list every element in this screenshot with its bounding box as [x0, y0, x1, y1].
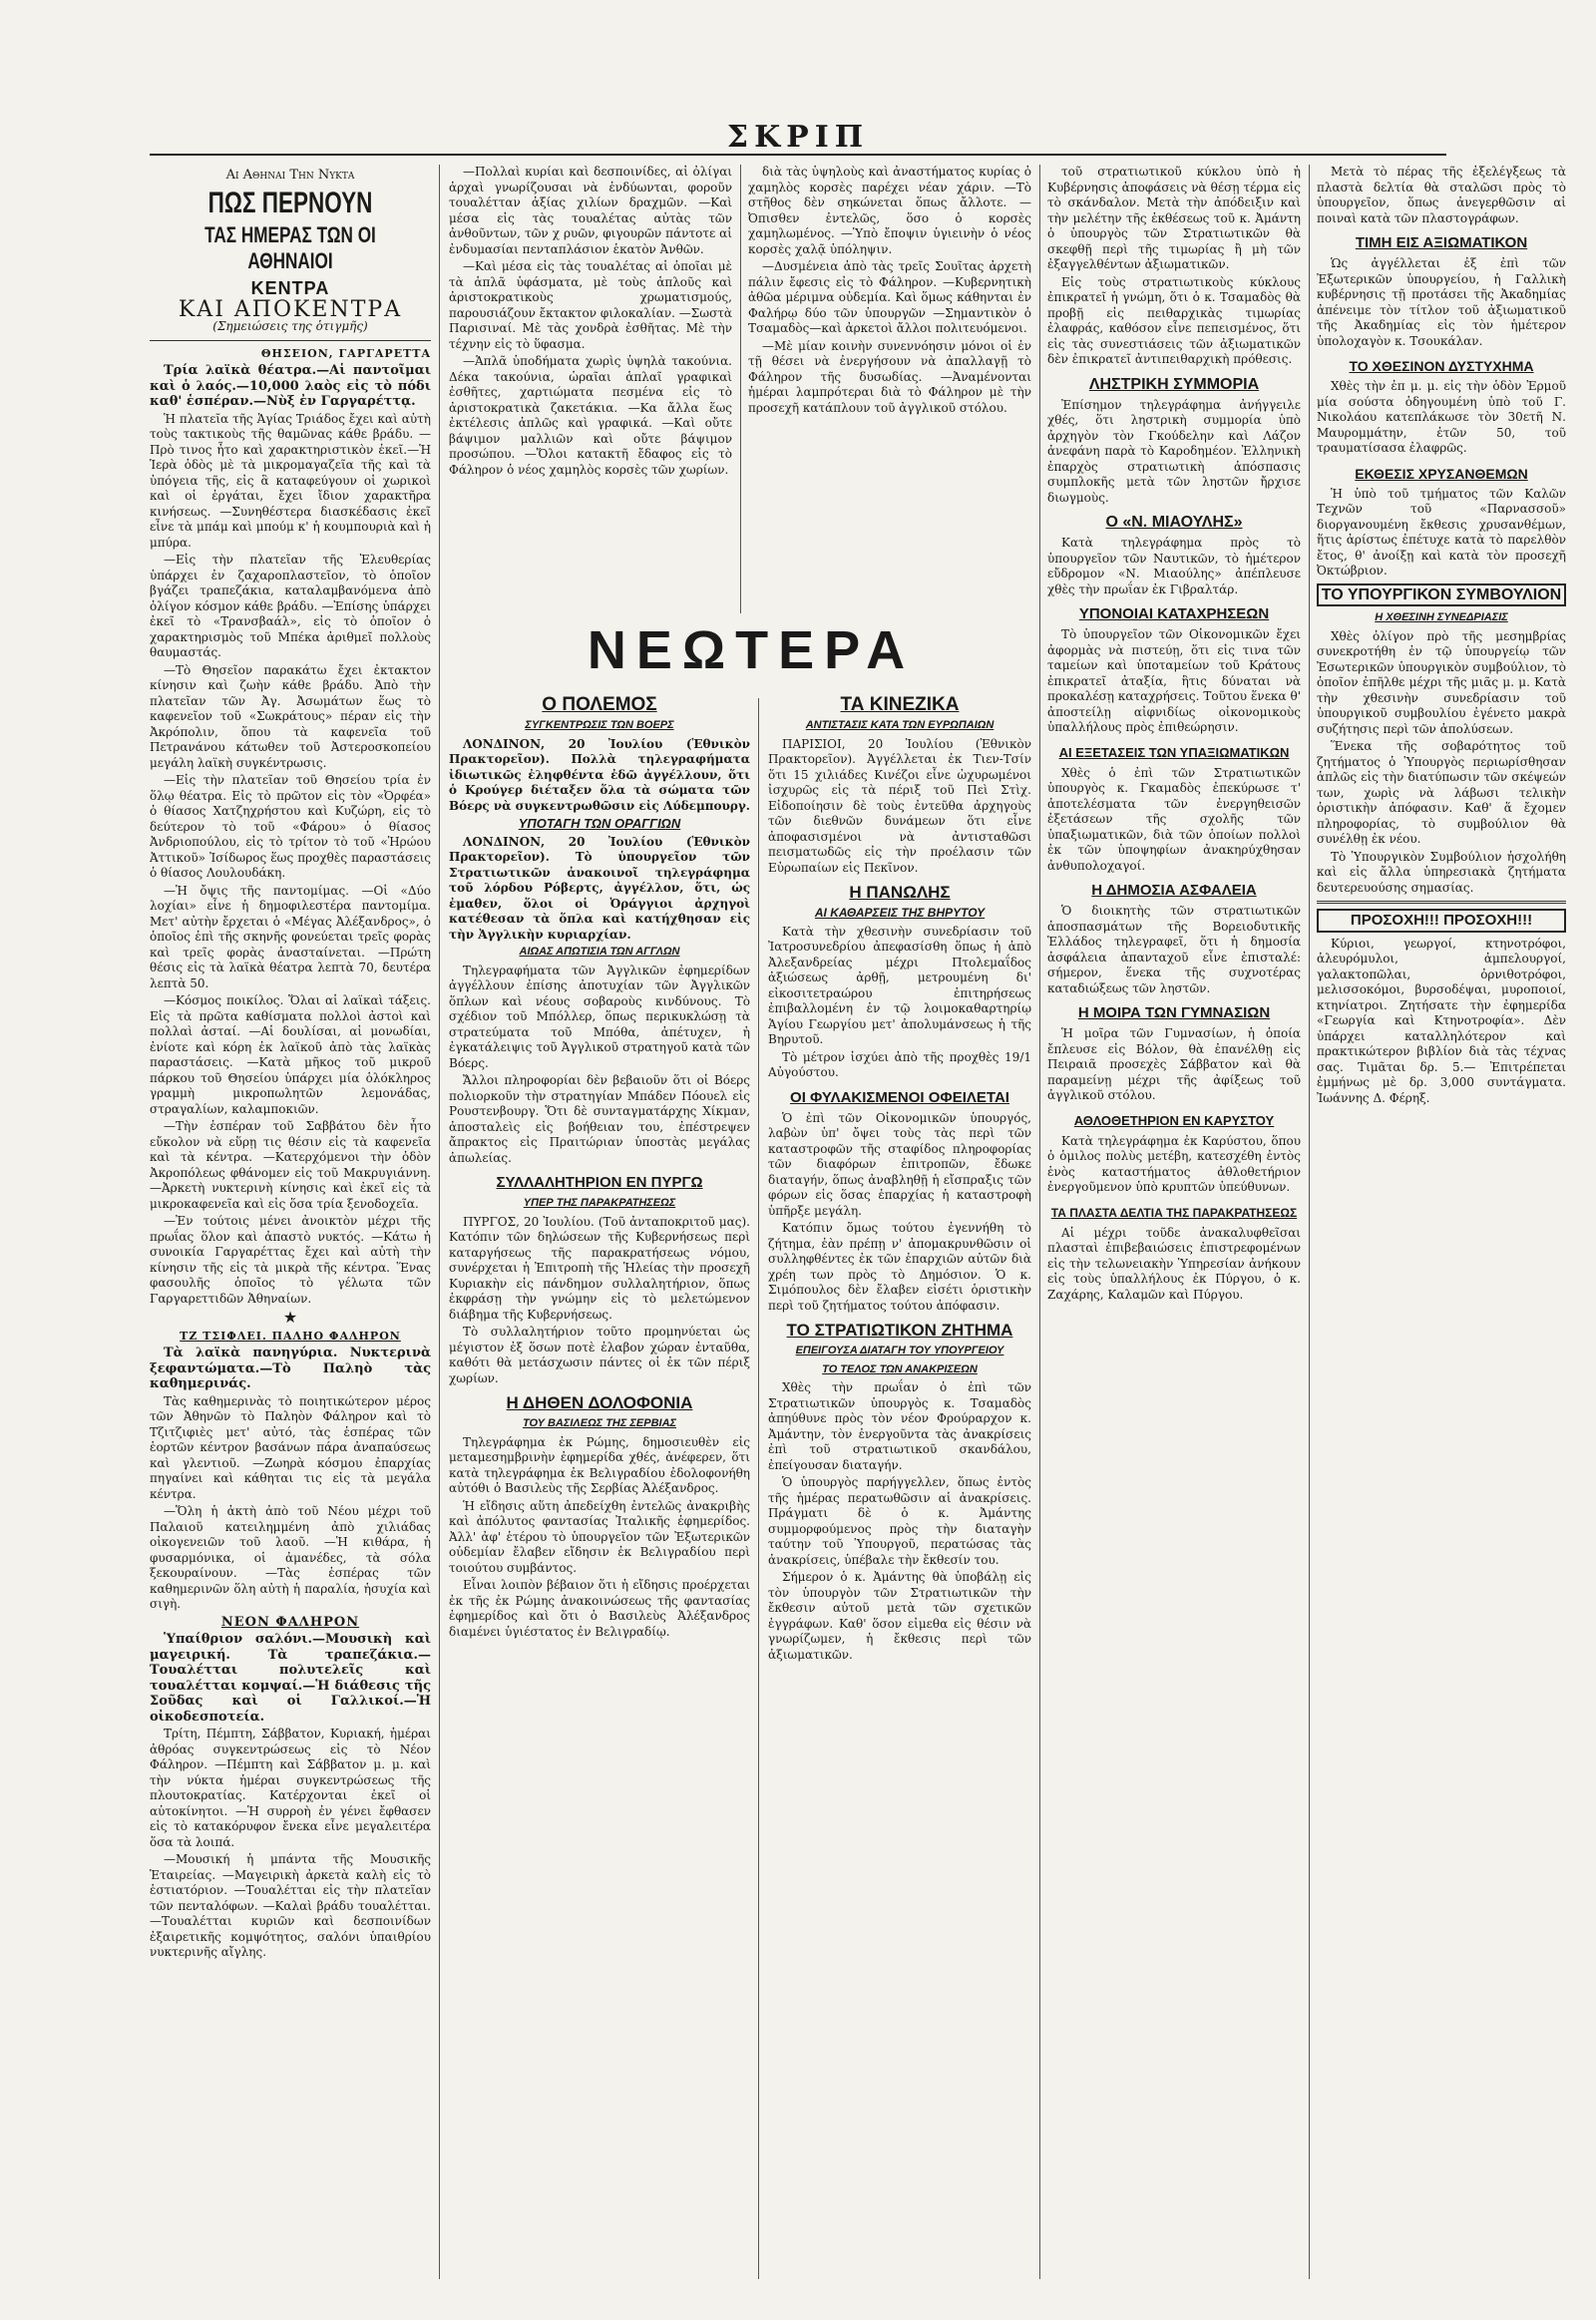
paragraph: —Μουσική ἡ μπάντα τῆς Μουσικῆς Ἑταιρείας. —Μαγειρικὴ ἀρκετὰ καλὴ εἰς τὸ ἑστιατόριον. —Τουαλέτται εἰς τὴν πλατεῖαν τῶν πενταλόφων. —Καλαὶ βράδυ τουαλέτται. —Τουαλέτται κυριῶν καὶ δεσποινίδων ἐξαιρετικῆς κομψότητος, σαλόνι ὑπαιθρίου νυκτερινῆς αἴγλης. — [150, 1852, 431, 1959]
section-subhead: ΤΟ ΤΕΛΟΣ ΤΩΝ ΑΝΑΚΡΙΣΕΩΝ — [822, 1362, 978, 1375]
paragraph: Ἡ πλατεῖα τῆς Ἁγίας Τριάδος ἔχει καὶ αὐτὴ τοὺς τακτικοὺς τῆς θαμῶνας κάθε βράδυ. —Πρὸ τινος ἦτο καὶ χαρακτηριστικὸν ἐκεῖ.—Ἡ Ἱερὰ ὁδὸς μὲ τὰ μικρομαγαζεῖα τῆς καὶ τὰ ὑπόγεια τῆς, εἰς ἃ καταφεύγουν οἱ χωρικοὶ καὶ οἱ ἐργάται, ἔχει ἴδιον χαρακτῆρα κινήσεως. —Συνηθέστερα διασκέδασις ἐκεῖ εἶνε τὰ μπάμ καὶ μπούμ κ' ἡ κουμπουριὰ καὶ ἡ μπύρα. — [150, 411, 431, 550]
newspaper-title: ΣΚΡΙΠ — [726, 120, 870, 155]
paragraph: Ἡ μοῖρα τῶν Γυμνασίων, ἡ ὁποία ἔπλευσε εἰς Βόλον, θὰ ἐπανέλθῃ εἰς Πειραιᾶ προσεχὲς Σάββατον καὶ θὰ παραμείνῃ μέχρι τῆς ἀφίξεως τοῦ ἀγγλικοῦ στόλου. — [1047, 1026, 1301, 1102]
section-head: ΑΘΛΟΘΕΤΗΡΙΟΝ ΕΝ ΚΑΡΥΣΤΟΥ — [1073, 1112, 1275, 1128]
paragraph: Χθὲς ὁ ἐπὶ τῶν Στρατιωτικῶν ὑπουργὸς κ. Γκαμαδὸς ἐπεκύρωσε τ' ἀποτελέσματα τῶν ἐνεργηθεισῶν ἐξετάσεων τῆς σχολῆς τῶν ὑπαξιωματικῶν, διὰ τῶν ὁποίων πολλοὶ ἐκ τῶν ὑποψηφίων ἀνακηρύχθησαν ἀνθυπολοχαγοί. — [1047, 765, 1301, 873]
headline-line-4: ΚΑΙ ΑΠΟΚΕΝΤΡΑ — [178, 296, 403, 322]
lead-paragraph: Ὑπαίθριον σαλόνι.—Μουσικὴ καὶ μαγειρική. Τὰ τραπεζάκια.—Τουαλέτται πολυτελεῖς καὶ τουαλέτται κομψαί.—Ἡ διάθεσις τῆς Σοῦδας καὶ οἱ Γαλλικοί.—Ἡ οἰκοδεσποτεία. — [150, 1632, 431, 1725]
section-head: ΕΚΘΕΣΙΣ ΧΡΥΣΑΝΘΕΜΩΝ — [1355, 465, 1528, 482]
paragraph: Κατόπιν ὅμως τούτου ἐγεννήθη τὸ ζήτημα, ἐὰν πρέπῃ ν' ἀπομακρυνθῶσιν οἱ συλληφθέντες ἐκ τῶν ἐπαρχιῶν αὐτῶν διὰ χρέη των πρὸς τὸ Δημόσιον. Ὁ κ. Σιμόπουλος δὲν ἔλαβεν εἰσέτι ὁριστικὴν περὶ τοῦ ζητήματος τούτου ἀπόφασιν. — [768, 1221, 1031, 1313]
section-head: Η ΔΗΜΟΣΙΑ ΑΣΦΑΛΕΙΑ — [1091, 882, 1257, 899]
paragraph: Τηλεγράφημα ἐκ Ρώμης, δημοσιευθὲν εἰς μεταμεσημβρινὴν ἐφημερίδα χθές, ἀνέφερεν, ὅτι κατὰ τηλεγράφημα ἐκ Βελιγραδίου ἐδολοφονήθη αὐτόθι ὁ Βασιλεὺς τῆς Σερβίας Ἀλέξανδρος. — [449, 1434, 750, 1495]
paragraph: Ἐπίσημον τηλεγράφημα ἀνήγγειλε χθές, ὅτι ληστρικὴ συμμορία ὑπὸ ἀρχηγὸν τὸν Γκούδελην καὶ Λάζον ἀνεφάνη παρὰ τὸ Καροδημέον. Ἐλληνικὴ ἐπαρχὸς στρατιωτικὴ ἀπόσπασις συμπλοκῆς μετὰ τῶν ληστῶν ἤρχισε διωγμοὺς. — [1047, 397, 1301, 505]
section-head: ΥΠΟΝΟΙΑΙ ΚΑΤΑΧΡΗΣΕΩΝ — [1078, 605, 1270, 622]
lead-paragraph: Τρία λαϊκὰ θέατρα.—Αἱ παντοῖμαι καὶ ὁ λαός.—10,000 λαὸς εἰς τὸ πόδι καθ' ἑσπέραν.—Νὺξ ἐν Γαργαρέττᾳ. — [150, 363, 431, 409]
section-subhead: ΑΙΩΑΣ ΑΠΩΤΙΣΙΑ ΤΩΝ ΑΓΓΛΩΝ — [519, 946, 680, 958]
section-head: ΛΗΣΤΡΙΚΗ ΣΥΜΜΟΡΙΑ — [1088, 375, 1260, 393]
paragraph: Τὸ Ὑπουργικὸν Συμβούλιον ἠσχολήθη καὶ εἰς ἄλλα ὑπηρεσιακὰ ζητήματα δευτερευούσης σημασίας. — [1317, 849, 1566, 895]
section-subhead: ΣΥΓΚΕΝΤΡΩΣΙΣ ΤΩΝ ΒΟΕΡΣ — [525, 719, 674, 731]
column-2 — [449, 165, 732, 613]
subtitle: (Σημειώσεις της ὁτιγμῆς) — [212, 319, 368, 333]
headline: ΠΩΣ ΠΕΡΝΟΥΝ — [207, 186, 373, 219]
paragraph: ΠΥΡΓΟΣ, 20 Ἰουλίου. (Τοῦ ἀνταποκριτοῦ μας). Κατόπιν τῶν δηλώσεων τῆς Κυβερνήσεως περὶ καταργήσεως τῆς παρακρατήσεως νόμου, συνέρχεται ἡ Ἐπιτροπὴ τῆς Ἡλείας τὴν προσεχῆ Κυριακὴν εἰς πάνδημον συλλαλητήριον, ὅπως ἐκφράσῃ τὴν γνώμην εἰς τὸ μελετώμενον διάβημα τῆς Κυβερνήσεως. — [449, 1214, 750, 1322]
paragraph: Μετὰ τὸ πέρας τῆς ἐξελέγξεως τὰ πλαστὰ δελτία θὰ σταλῶσι πρὸς τὸ ὑπουργεῖον, ὅπως ἀνεγερθῶσιν αἱ ποιναὶ κατὰ τῶν πλαστογράφων. — [1317, 165, 1566, 225]
paragraph: διὰ τὰς ὑψηλοὺς καὶ ἀναστήματος κυρίας ὁ χαμηλὸς κορσὲς παρέχει νέαν χάριν. —Τὸ στῆθος δὲν σηκώνεται ὅπως ἄλλοτε. —Ὀπισθεν ἐντελῶς, ὅσο ὁ κορσὲς χαμηλωμένος. —Ὑπὸ ἔποψιν ὑγιεινὴν ὁ νέος κορσὲς χαλᾷ ὑπόληψιν. — [748, 165, 1031, 256]
section-subhead: ΥΠΕΡ ΤΗΣ ΠΑΡΑΚΡΑΤΗΣΕΩΣ — [523, 1197, 676, 1209]
paragraph: Αἱ μέχρι τοῦδε ἀνακαλυφθεῖσαι πλασταὶ ἐπιβεβαιώσεις ἐπιστρεφομένων εἰς τὴν τελωνειακὴν Ὑπηρεσίαν ἀνήκουν εἰς τοὺς ὑπαλλήλους ἐκ Πύργου, ὁ κ. Ζαχάρης, Καλαμῶν καὶ Πύργου. — [1047, 1225, 1301, 1302]
paragraph: Ἡ ὑπὸ τοῦ τμήματος τῶν Καλῶν Τεχνῶν τοῦ «Παρνασσοῦ» διοργανουμένη ἔκθεσις χρυσανθέμων, ἥτις ἀρίστως ἐπέτυχε κατὰ τὸ παρελθὸν ἔτος, θ' ἀνοίξῃ καὶ κατὰ τὸν προσεχῆ Ὀκτώβριον. — [1317, 486, 1566, 578]
section-subhead: ΤΖ ΤΣΙΦΛΕΙ. ΠΑΛΗΟ ΦΑΛΗΡΟΝ — [180, 1329, 401, 1343]
section-subhead: ΘΗΣΕΙΟΝ, ΓΑΡΓΑΡΕΤΤΑ — [260, 346, 431, 360]
section-head: Η ΔΗΘΕΝ ΔΟΛΟΦΟΝΙΑ — [506, 1393, 693, 1412]
paragraph: Σήμερον ὁ κ. Ἀμάντης θὰ ὑποβάλῃ εἰς τὸν ὑπουργὸν τῶν Στρατιωτικῶν τὴν ἔκθεσιν αὐτοῦ μετὰ τῶν σχετικῶν ἐγγράφων. Καθ' ὅσον εἰμεθα εἰς θέσιν νὰ γνωρίζωμεν, ἡ ἔκθεσις περὶ τῶν ἀξιωματικῶν. — [768, 1570, 1031, 1662]
section-head: ΟΙ ΦΥΛΑΚΙΣΜΕΝΟΙ ΟΦΕΙΛΕΤΑΙ — [790, 1088, 1009, 1106]
paragraph: Τηλεγραφήματα τῶν Ἀγγλικῶν ἐφημερίδων ἀγγέλλουν ἐπίσης ἀποτυχίαν τῶν Ἀγγλικῶν ὅπλων καὶ νέους σοβαροὺς κινδύνους. Τὸ σχέδιον τοῦ Μπόλλερ, ὅπως περικυκλώσῃ τὰ στρατεύματα τοῦ Μπόθα, ἀπέτυχεν, ἡ ἐγκατάλειψις τοῦ Ἀγγλικοῦ στρατηγοῦ κατὰ τῶν Βόερς. — [449, 963, 750, 1070]
paragraph: Ἡ εἴδησις αὕτη ἀπεδείχθη ἐντελῶς ἀνακριβὴς καὶ ἀπόλυτος φαντασίας Ἰταλικῆς ἐφημερίδος. Ἀλλ' ἀφ' ἑτέρου τὸ ὑπουργεῖον τῶν Ἐξωτερικῶν οὐδεμίαν ἔλαβεν εἴδησιν ἐκ Βελιγραδίου περὶ τοιούτου συμβάντος. — [449, 1498, 750, 1575]
war-column — [449, 688, 750, 2279]
section-head: ΤΟ ΣΤΡΑΤΙΩΤΙΚΟΝ ΖΗΤΗΜΑ — [786, 1321, 1013, 1340]
section-head: ΤΑ ΠΛΑΣΤΑ ΔΕΛΤΙΑ ΤΗΣ ΠΑΡΑΚΡΑΤΗΣΕΩΣ — [1050, 1205, 1298, 1220]
headline-line-3: ΚΕΝΤΡΑ — [250, 277, 330, 298]
column-rule — [758, 698, 759, 2279]
banner-title: ΝΕΩΤΕΡΑ — [587, 620, 916, 680]
section-head: ΣΥΛΛΑΛΗΤΗΡΙΟΝ ΕΝ ΠΥΡΓΩ — [496, 1174, 703, 1191]
paragraph: ΛΟΝΔΙΝΟΝ, 20 Ἰουλίου (Ἐθνικὸν Πρακτορεῖον). Τὸ ὑπουργεῖον τῶν Στρατιωτικῶν ἀνακοινοῖ τηλεγράφημα τοῦ λόρδου Ρόβερτς, ἀγγέλλον, ὅτι, ὡς ἐμαθεν, ὅλοι οἱ Ὀράγγιοι ἀρχηγοὶ κατέθεσαν τὰ ὅπλα καὶ κατήχθησαν εἰς τὴν Ἀγγλικὴν κυριαρχίαν. — [449, 834, 750, 942]
advertisement-head: ΠΡΟΣΟΧΗ!!! ΠΡΟΣΟΧΗ!!! — [1317, 909, 1566, 933]
section-head: Η ΠΑΝΩΛΗΣ — [849, 883, 951, 902]
paragraph: Κατὰ τηλεγράφημα πρὸς τὸ ὑπουργεῖον τῶν Ναυτικῶν, τὸ ἡμέτερον εὔδρομον «Ν. Μιαούλης» ἀπέπλευσε χθὲς τὴν πρωΐαν ἐκ Γιβραλτάρ. — [1047, 536, 1301, 596]
column-rule — [439, 165, 440, 2279]
section-head: ΤΙΜΗ ΕΙΣ ΑΞΙΩΜΑΤΙΚΟΝ — [1355, 234, 1528, 251]
china-column — [768, 688, 1031, 2279]
paragraph: ΛΟΝΔΙΝΟΝ, 20 Ἰουλίου (Ἐθνικὸν Πρακτορεῖον). Πολλὰ τηλεγραφήματα ἰδιωτικῶς ἐληφθέντα ἐδῶ ἀγγέλλουν, ὅτι ὁ Κρούγερ διέταξεν ὅλα τὰ σώματα τῶν Βόερς νὰ συγκεντρωθῶσιν εἰς Λύδεμπουργ. — [449, 736, 750, 813]
section-head: ΤΟ ΥΠΟΥΡΓΙΚΟΝ ΣΥΜΒΟΥΛΙΟΝ — [1317, 583, 1566, 607]
column-rule — [1039, 165, 1040, 2279]
section-subhead: ΥΠΟΤΑΓΗ ΤΩΝ ΟΡΑΓΓΙΩΝ — [518, 816, 681, 831]
masthead-rule — [150, 154, 1446, 156]
paragraph: —Ἁπλᾶ ὑποδήματα χωρὶς ὑψηλὰ τακούνια. Δέκα τακούνια, ὡραῖαι ἁπλαῖ γραφικαὶ ἐσθῆτες, χαρτιώματα πεσμένα εἰς τὸ ἀριστοκρατικὰ ζακετάκια. —Κα ἄλλα ἕως ἐκτέλεσις ἁπλῶς καὶ γραφικά. —Καὶ οὔτε βάψιμον μαλλιῶν καὶ οὔτε βάψιμον προσώπου. —Ὅλοι κατακτῆ ἔδαφος εἰς τὸ Φάληρον ὁ νέος χαμηλὸς κορσὲς τῶν χωρίων. — [449, 354, 732, 477]
paragraph: —Μὲ μίαν κοινὴν συνεννόησιν μόνοι οἱ ἐν τῇ θέσει νὰ ἐνεργήσουν νὰ ἀπαλλαγῇ τὸ Φάληρον τῆς δυσωδίας. —Ἀναμένονται ἡμέραι λαμπρότεραι διὰ τὸ Φάληρον μὲ τὴν προσεχῆ κατάπλουν τοῦ ἀγγλικοῦ στόλου. — [748, 338, 1031, 415]
headline-line-2: ΤΑΣ ΗΜΕΡΑΣ ΤΩΝ ΟΙ ΑΘΗΝΑΙΟΙ — [204, 221, 376, 273]
advertisement-text: Κύριοι, γεωργοί, κτηνοτρόφοι, ἀλευρόμυλοι, ἀμπελουργοί, γαλακτοπῶλαι, ὀρνιθοτρόφοι, μελισσοκόμοι, βυρσοδέψαι, μυροποιοί, κτηνίατροι. Ζητήσατε τὴν ἐφημερίδα «Γεωργία καὶ Κτηνοτροφία». Δὲν ὑπάρχει καταλληλότερον καὶ πρακτικώτερον βιβλίον διὰ τὰς τέχνας σας. Τιμᾶται δρ. 5.— Ἐπιτρέπεται ἐμμήνως μὲ δρ. 3,000 συντάγματα. Ἰωάννης Δ. Φέρηξ. — [1317, 936, 1566, 1105]
section-head: Ο «Ν. ΜΙΑΟΥΛΗΣ» — [1105, 514, 1243, 531]
paragraph: Κατὰ τηλεγράφημα ἐκ Καρύστου, ὅπου ὁ ὁμιλος πολὺς μετέβη, κατεσχέθη ἐντὸς ἑνὸς καταστήματος ἀθλοθετήριον ἐνεργοῦμενον ὑπὸ κρυπτῶν ὑπεύθυνων. — [1047, 1133, 1301, 1194]
section-subhead: ΝΕΟΝ ΦΑΛΗΡΟΝ — [220, 1614, 360, 1630]
paragraph: Εἶναι λοιπὸν βέβαιον ὅτι ἡ εἴδησις προέρχεται ἐκ τῆς ἐκ Ρώμης ἀνακοινώσεως τῆς φαντασίας ἐφημερίδος καὶ ὅτι ὁ Βασιλεὺς Ἀλέξανδρος διαμένει ὑγιέστατος ἐν Βελιγραδίῳ. — [449, 1578, 750, 1639]
section-subhead: Η ΧΘΕΣΙΝΗ ΣΥΝΕΔΡΙΑΣΙΣ — [1375, 611, 1508, 623]
section-head: ΑΙ ΕΞΕΤΑΣΕΙΣ ΤΩΝ ΥΠΑΞΙΩΜΑΤΙΚΩΝ — [1058, 744, 1290, 760]
paragraph: Ἕνεκα τῆς σοβαρότητος τοῦ ζητήματος ὁ Ὑπουργὸς περιωρίσθησαν ἁπλῶς εἰς τὴν διατύπωσιν τῶν σκέψεών των, χωρὶς νὰ λάβωσι τελικὴν ὁριστικὴν ἀπόφασιν. Καθ' ἅ ἔχομεν πληροφορίας, τὸ συμβούλιον θὰ συνέλθῃ ἐκ νέου. — [1317, 739, 1566, 846]
paragraph: —Ἐν τούτοις μένει ἀνοικτὸν μέχρι τῆς πρωΐας ὅλον καὶ ἀπαστὸ νυκτός. —Κάτω ἡ συνοικία Γαργαρέττας ἔχει καὶ αὐτὴ τὴν κίνησιν τῆς εἰς τὰ μικρὰ τῆς κέντρα. Ἕνας φασουλῆς ὁποῖος τὸ γέλωτα τῶν Γαργαρεττιδῶν Ἀθηναίων. — [150, 1214, 431, 1306]
paragraph: Ὁ ἐπὶ τῶν Οἰκονομικῶν ὑπουργός, λαβὼν ὑπ' ὄψει τοὺς τὰς περὶ τῶν καταστροφῶν τῆς σταφίδος πληροφορίας τῶν διαφόρων ἐπιτροπῶν, ἔδωκε διαταγήν, ὅπως ἀναβληθῇ ἡ εἴσπραξις τῶν φόρων εἰς ὅσας ἐπαρχίας ἡ καταστροφὴ ὑπῆρξε μεγάλη. — [768, 1110, 1031, 1218]
paragraph: Τρίτη, Πέμπτη, Σάββατον, Κυριακή, ἡμέραι ἀθρόας συγκεντρώσεως εἰς τὸ Νέον Φάληρον. —Πέμπτη καὶ Σάββατον μ. μ. καὶ τὴν νύκτα ἡμέραι συγκεντρώσεως τῆς πλουτοκρατίας. Κατέρχονται ἐκεῖ οἱ αὐτοκίνητοι. —Ἡ συρροὴ ἐν γένει ἔφθασεν εἰς τὸ κατακόρυφον ἔνεκα εἶνε μεγαλειτέρα ὅσα τὰ λοιπά. — [150, 1727, 431, 1849]
paragraph: —Εἰς τὴν πλατεῖαν τῆς Ἐλευθερίας ὑπάρχει ἐν ζαχαροπλαστεῖον, τὸ ὁποῖον βγάζει τραπεζάκια, καταλαμβανόμενα ἀπὸ ὀλίγον κόσμον κάθε βράδυ. —Ἐπίσης ὑπάρχει ἐκεῖ τὸ «Τρανσβαάλ», εἰς τὸ ὁποῖον ὁ χαρακτηρισμὸς τοῦ Μπέκα ἀριθμεῖ πολλοὺς θαυμαστάς. — [150, 553, 431, 659]
paragraph: —Ἡ ὄψις τῆς παντομίμας. —Οἱ «Δύο λοχίαι» εἶνε ἡ δημοφιλεστέρα παντομίμα. Μετ' αὐτὴν ἔρχεται ὁ «Μέγας Ἀλέξανδρος», ὁ ὁποῖος ἐπὶ τῆς σκηνῆς φονεύεται τρεῖς φορὰς καὶ τρεῖς φορὰς ἀνασταίνεται. —Πρώτη θέσις εἰς τὰ λαϊκὰ θέατρα λεπτὰ 70, δευτέρα λεπτὰ 50. — [150, 883, 431, 990]
masthead — [0, 120, 1596, 160]
paragraph: Ὁ ὑπουργὸς παρήγγελλεν, ὅπως ἐντὸς τῆς ἡμέρας περατωθῶσιν αἱ ἀνακρίσεις. Πράγματι δὲ ὁ κ. Ἀμάντης συμμορφούμενος πρὸς τὴν διαταγὴν ταύτην τοῦ Ὑπουργοῦ, περατώσας τὰς ἀνακρίσεις, ὑπέβαλε τὴν ἔκθεσίν του. — [768, 1475, 1031, 1567]
paragraph: Τὰς καθημερινὰς τὸ ποιητικώτερον μέρος τῶν Ἀθηνῶν τὸ Παληὸν Φάληρον καὶ τὸ Τζιτζιφιὲς μετ' αὐτό, τὰς ἑσπέρας τῶν ἑορτῶν κέντρον βασάνων πάρα ἀναπαύσεως καὶ γλεντιοῦ. —Ζωηρὰ κόσμου ἐπαρχίας πηγαίνει καὶ κάθηται τις εἰς τὰ μεγάλα κέντρα. — [150, 1393, 431, 1501]
paragraph: —Τὴν ἑσπέραν τοῦ Σαββάτου δὲν ἦτο εὔκολον νὰ εὕρῃ τις θέσιν εἰς τὰ καφενεῖα καὶ τὰ κέντρα. —Κατερχόμενοι τὴν ὁδὸν Ἀκροπόλεως φθάνομεν εἰς τοῦ Μακρυγιάννη. —Ἀρκετὴ νυκτερινὴ κίνησις καὶ ἐκεῖ εἰς τὰ μικροκαφενεῖα καὶ εἰς ὅσα τρία ξενοδοχεῖα. — [150, 1119, 431, 1211]
divider — [150, 340, 431, 341]
paragraph: —Τὸ Θησεῖον παρακάτω ἔχει ἐκτακτον κίνησιν καὶ ζωὴν κάθε βράδυ. Ἀπὸ τὴν πλατεῖαν τῶν Ἀγ. Ἀσωμάτων ἕως τὸ καφενεῖον τοῦ «Σωκράτους» πέραν εἰς τὴν Ἀκρόπολιν, ὅπου τὰ καφενεῖα τοῦ Πετρανάνου κάτωθεν τοῦ Ἀστεροσκοπείου μεγάλη λαϊκὴ συγκέντρωσις. — [150, 662, 431, 770]
column-1 — [150, 165, 431, 2279]
paragraph: Χθὲς ὀλίγον πρὸ τῆς μεσημβρίας συνεκροτήθη ἐν τῷ ὑπουργείῳ τῶν Ἐσωτερικῶν ὑπουργικὸν συμβούλιον, τὸ ὁποῖον ἐπῆλθε μέχρι τῆς μιᾶς μ. μ. Κατὰ τὴν χθεσινὴν συνεδρίασιν τοῦ ὑπουργικοῦ συμβουλίου ἐγένετο μακρὰ συζήτησις περὶ τῶν ἀπολύσεων. — [1317, 628, 1566, 736]
paragraph: τοῦ στρατιωτικοῦ κύκλου ὑπὸ ἡ Κυβέρνησις ἀποφάσεις νὰ θέσῃ τέρμα εἰς τὸ σκάνδαλον. Μετὰ τὴν ἀπόδειξιν καὶ τὴν μελέτην τῆς ἐκθέσεως τοῦ κ. Ἀμάντη ὁ ὑπουργὸς τῶν Στρατιωτικῶν θὰ σκεφθῇ περὶ τῆς τιμωρίας ἢ μὴ τῶν ἐξαγγελθέντων ἀξιωματικῶν. — [1047, 165, 1301, 271]
section-head: ΤΟ ΧΘΕΣΙΝΟΝ ΔΥΣΤΥΧΗΜΑ — [1349, 358, 1534, 374]
column-3 — [748, 165, 1031, 613]
paragraph: Τὸ μέτρον ἰσχύει ἀπὸ τῆς προχθὲς 19/1 Αὐγούστου. — [768, 1049, 1031, 1079]
paragraph: —Ὅλη ἡ ἀκτὴ ἀπὸ τοῦ Νέου μέχρι τοῦ Παλαιοῦ κατειλημμένη ἀπὸ χιλιάδας οἰκογενειῶν τοῦ λαοῦ. —Ἡ κιθάρα, ἡ φυσαρμόνικα, οἱ ἀμανέδες, τὰ σόλα ξεκουραίνουν. —Τὰς ἑσπέρας τῶν καθημερινῶν ὅλη αὐτὴ ἡ παραλία, ἡσυχία καὶ σιγὴ. — [150, 1504, 431, 1611]
paragraph: —Δυσμένεια ἀπὸ τὰς τρεῖς Σουῖτας ἀρχετὴ πάλιν ἔφεσις εἰς τὸ Φάληρον. —Κυβερνητικὴ ἀθῶα μέριμνα οὐδεμία. Καὶ ὅμως κάθηνται ἐν Φαλήρῳ δύο τῶν ὑπουργῶν —Σημαντικὸν ὁ Τσαμαδὸς—καὶ ἀρκετοὶ ἄλλοι πολιτευόμενοι. — [748, 259, 1031, 335]
paragraph: Ὡς ἀγγέλλεται ἐξ ἐπὶ τῶν Ἐξωτερικῶν ὑπουργείου, ἡ Γαλλικὴ κυβέρνησις τῇ προτάσει τῆς Ἀκαδημίας ἀπένειμε τὸν τίτλον τοῦ ἀξιωματικοῦ τῆς Ἀκαδημίας εἰς τὸν ἡμέτερον ὑπολοχαγὸν κ. Τσουκάλαν. — [1317, 256, 1566, 348]
paragraph: Τὸ ὑπουργεῖον τῶν Οἰκονομικῶν ἔχει ἀφορμὰς νὰ πιστεύῃ, ὅτι εἰς τινα τῶν ταμείων καὶ ὑποταμείων τοῦ Κράτους ἐπικρατεῖ ἀταξία, ἣτις δύναται νὰ προκαλέσῃ καταχρήσεις. Τοῦτου ἕνεκα θ' ἀποστείλῃ αἰφνιδίως οἰκονομικοὺς ὑπαλλήλους πρὸς ἐπιθεώρησιν. — [1047, 627, 1301, 734]
column-rule — [740, 165, 741, 613]
section-head: Ο ΠΟΛΕΜΟΣ — [542, 694, 657, 715]
column-5 — [1317, 165, 1566, 2279]
section-subhead: ΕΠΕΙΓΟΥΣΑ ΔΙΑΤΑΓΗ ΤΟΥ ΥΠΟΥΡΓΕΙΟΥ — [795, 1345, 1004, 1356]
paragraph: ΠΑΡΙΣΙΟΙ, 20 Ἰουλίου (Ἐθνικὸν Πρακτορεῖον). Ἀγγέλλεται ἐκ Τιεν-Τσίν ὅτι 15 χιλιάδες Κινέζοι εἶνε ὠχυρωμένοι ἰσχυρῶς εἰς τὰ πέριξ τοῦ Πεὶ Στὶχ. Εἰδοποίησιν δὲ τοὺς ἐντεῦθα ἀρχηγοὺς τῶν διεθνῶν δυνάμεων ὅτι εἶνε ἀποφασισμένοι νὰ ἀντισταθῶσι πεισματωδῶς εἰς τὴν προέλασιν τῶν Εὐρωπαίων εἰς Πεκῖνον. — [768, 736, 1031, 875]
section-head: Η ΜΟΙΡΑ ΤΩΝ ΓΥΜΝΑΣΙΩΝ — [1077, 1004, 1271, 1021]
paragraph: —Πολλαὶ κυρίαι καὶ δεσποινίδες, αἱ ὀλίγαι ἀρχαὶ γνωρίζουσαι νὰ ἐνδύωνται, φοροῦν τουαλέτταν ἀξίας χιλίων δραχμῶν. —Καὶ μέσα εἰς τὰς τουαλέτας αὐτὰς τῶν ἀνθοῦντων, τῶν χ ρυῶν, φιγουρῶν πάντοτε αἱ ἐνδυμασίαι πενταπλάσιον ἑκατὸν Ἀνθῶν. — [449, 165, 732, 256]
column-4 — [1047, 165, 1301, 2279]
kicker: Αι Αθηναι Την Νυκτα — [225, 168, 355, 183]
lead-paragraph: Τὰ λαϊκὰ πανηγύρια. Νυκτερινὰ ξεφαντώματα.—Τὸ Παληὸ τὰς καθημερινάς. — [150, 1346, 431, 1391]
paragraph: Ὁ διοικητὴς τῶν στρατιωτικῶν ἀποσπασμάτων τῆς Βορειοδυτικῆς Ἑλλάδος τηλεγραφεῖ, ὅτι ἡ δημοσία ἀσφάλεια ἀπανταχοῦ εἶνε ἐπισταλέ: σήμερον, ἕνεκα τῆς συχνοτέρας καταδιώξεως τῶν ληστῶν. — [1047, 904, 1301, 995]
paragraph: —Εἰς τὴν πλατεῖαν τοῦ Θησείου τρία ἐν ὅλῳ θέατρα. Εἰς τὸ πρῶτον εἰς τὸν «Ὀρφέα» ὁ θίασος Χατζηχρήστου καὶ Κυζώρη, εἰς τὸ δεύτερον τὸ τοῦ «Φάρου» ὁ θίασος Ἀνδριοπούλου, εἰς τὸ τρίτον τὸ τοῦ «Ἡρώου Ἀττικοῦ» Ἰσίδωρος ἕως προχθὲς παραστάσεις ὁ θίασος Λουλουδάκη. — [150, 773, 431, 880]
paragraph: Ἄλλοι πληροφορίαι δὲν βεβαιοῦν ὅτι οἱ Βόερς πολιορκοῦν τὴν στρατηγίαν Μπάδεν Πόουελ εἰς Ρουστενβουργ. Ὅτι δὲ συνταγματάρχης Χίκμαν, ἀποσταλεὶς εἰς βοήθειαν του, ἐπέστρεψεν ἄπρακτος εἰς Πραιτώριαν ὑποστὰς μεγάλας ἀπωλείας. — [449, 1073, 750, 1165]
paragraph: Κατὰ τὴν χθεσινὴν συνεδρίασιν τοῦ Ἰατροσυνεδρίου ἀπεφασίσθη ὅπως ἡ ἀπὸ Ἀλεξανδρείας μέχρι Πτολεμαΐδος ἀξιώσεως ἀρθῇ, μετρουμένη δι' εἰκοσιτετραώρου ἐπιτηρήσεως ἐπιβαλλομένη ἐν τῷ λοιμοκαθαρτηρίῳ Ἁγίου Γεωργίου μετ' ἀπολυμάνσεως ἡ τῆς Βηρυτοῦ. — [768, 924, 1031, 1046]
star-divider: ★ — [282, 1308, 298, 1327]
paragraph: Χθὲς τὴν πρωΐαν ὁ ἐπὶ τῶν Στρατιωτικῶν ὑπουργὸς κ. Τσαμαδὸς ἀπηύθυνε πρὸς τὸν νέον Φρούραρχον κ. Ἀμάντην, τὸν ἐνεργοῦντα τὰς ἀνακρίσεις ἐπὶ τοῦ στρατιωτικοῦ σκανδάλου, ἐπείγουσαν διαταγήν. — [768, 1380, 1031, 1472]
section-head: ΤΑ ΚΙΝΕΖΙΚΑ — [840, 694, 960, 715]
divider — [1317, 901, 1566, 904]
paragraph: Εἰς τοὺς στρατιωτικοὺς κύκλους ἐπικρατεῖ ἡ γνώμη, ὅτι ὁ κ. Τσαμαδὸς θὰ προβῇ εἰς πειθαρχικὰς τιμωρίας ἐλαφράς, καθόσον εἶνε πεπεισμένος, ὅτι εἰς τὰς συνεστιάσεις τῶν ἀξιωματικῶν δὲν ἐπικρατεῖ ἀντιπειθαρχικὴ πρόθεσις. — [1047, 274, 1301, 366]
paragraph: Χθὲς τὴν ἐπ μ. μ. εἰς τὴν ὁδὸν Ἑρμοῦ μία σούστα ὁδηγουμένη ὑπὸ τοῦ Γ. Νικολάου κατεπλάκωσε τὸν 30ετῆ Ν. Μαυρομμάτην, ἐτῶν 50, τοῦ τραυματίσασα ἐλαφρῶς. — [1317, 379, 1566, 455]
section-subhead: ΑΙ ΚΑΘΑΡΣΕΙΣ ΤΗΣ ΒΗΡΥΤΟΥ — [814, 906, 986, 920]
paragraph: —Καὶ μέσα εἰς τὰς τουαλέτας αἱ ὁποῖαι μὲ τὰ ἁπλᾶ ὑφάσματα, μὲ τοὺς ἁπλοῦς καὶ ἀριστοκρατικοὺς χρωματισμούς, παρουσιάζουν ἔκτακτον φιλοκαλίαν. —Σωστὰ Παρισιναί. Μὲ τὰς χονδρὰ ἐσθῆτας. Μὲ τὴν τέχνην εἰς τὸ ὕφασμα. — [449, 259, 732, 351]
section-subhead: ΑΝΤΙΣΤΑΣΙΣ ΚΑΤΑ ΤΩΝ ΕΥΡΩΠΑΙΩΝ — [805, 719, 995, 731]
section-subhead: ΤΟΥ ΒΑΣΙΛΕΩΣ ΤΗΣ ΣΕΡΒΙΑΣ — [522, 1417, 677, 1429]
column-rule — [1309, 165, 1310, 2279]
paragraph: Τὸ συλλαλητήριον τοῦτο προμηνύεται ὡς μέγιστον ἐξ ὅσων ποτὲ ἐλαβον χώραν ἐνταῦθα, καθότι θὰ μετάσχωσιν πάντες οἱ ἐκ τῶν πέριξ χωρίων. — [449, 1325, 750, 1385]
news-banner — [487, 620, 1015, 680]
paragraph: —Κόσμος ποικίλος. Ὅλαι αἱ λαϊκαὶ τάξεις. Εἰς τὰ πρῶτα καθίσματα πολλοὶ ἀστοὶ καὶ πολλαὶ ἀσταί. —Αἱ δουλίσαι, αἱ μονωδίαι, ἐνίοτε καὶ κόρη ἐκ λαϊκοῦ ἀπὸ τὰς λαϊκὰς παραστάσεις. —Κατὰ μῆκος τοῦ μικροῦ πάρκου τοῦ Θησείου ὑπάρχει μία ὁλόκληρος γραμμὴ μικροπωλητῶν λεμονάδας, στραγαλίων, καλαμποκιῶν. — [150, 993, 431, 1116]
